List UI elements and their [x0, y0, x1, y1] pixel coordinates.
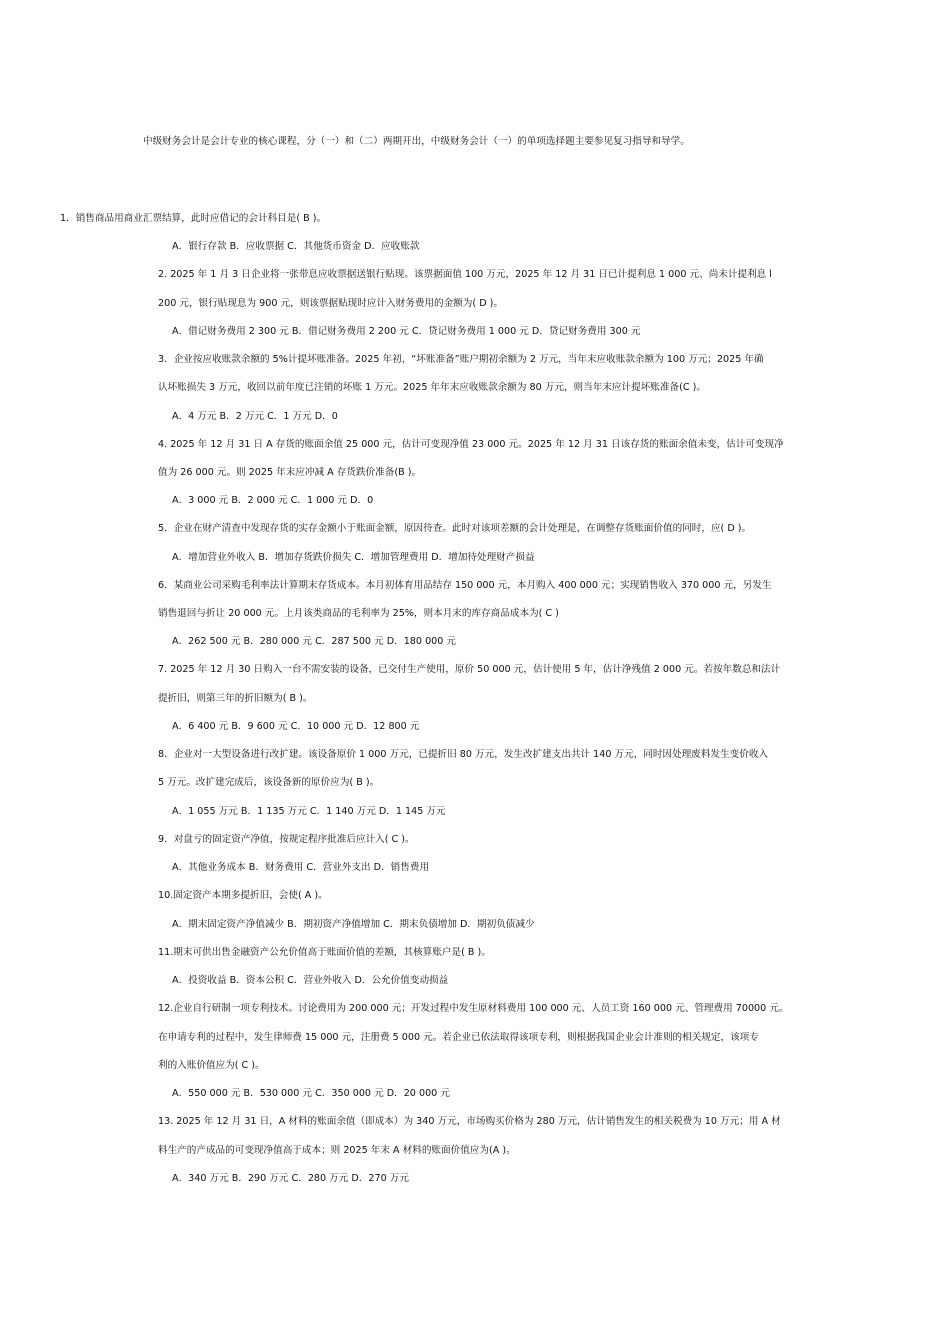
question-5-text: 5．企业在财产清查中发现存货的实存金额小于账面金额，原因待查。此时对该项差额的会计处理是，在调整存货账面价值的同时，应( D )。 [158, 523, 752, 534]
question-8-text-line-2: 5 万元。改扩建完成后，该设备新的原价应为( B )。 [158, 777, 380, 788]
question-7-text-line-1: 7. 2025 年 12 月 30 日购入一台不需安装的设备，已交付生产使用，原价 50 000 元，估计使用 5 年，估计净残值 2 000 元。若按年数总和法计 [158, 664, 781, 675]
question-12-text-line-2: 在申请专利的过程中，发生律师费 15 000 元，注册费 5 000 元。若企业已依法取得该项专利，则根据我国企业会计准则的相关规定，该项专 [158, 1032, 759, 1043]
question-12-text-line-1: 12.企业自行研制一项专利技术。讨论费用为 200 000 元；开发过程中发生原材料费用 100 000 元、人员工资 160 000 元、管理费用 70000 元。 [158, 1003, 789, 1014]
question-7-text-line-2: 提折旧，则第三年的折旧额为( B )。 [158, 693, 313, 704]
question-4-text-line-1: 4. 2025 年 12 月 31 日 A 存货的账面余值 25 000 元，估计可变现净值 23 000 元。2025 年 12 月 31 日该存货的账面余值未变，估计可变现净 [158, 439, 784, 450]
question-8-options: A．1 055 万元 B．1 135 万元 C．1 140 万元 D．1 145 万元 [172, 806, 446, 817]
question-1-text: 1．销售商品用商业汇票结算，此时应借记的会计科目是( B )。 [60, 213, 327, 224]
question-6-options: A．262 500 元 B．280 000 元 C．287 500 元 D．180 000 元 [172, 636, 457, 647]
question-4-options: A．3 000 元 B．2 000 元 C．1 000 元 D．0 [172, 495, 374, 506]
question-8-text-line-1: 8．企业对一大型设备进行改扩建。该设备原价 1 000 万元，已提折旧 80 万元，发生改扩建支出共计 140 万元，同时因处理废料发生变价收入 [158, 749, 769, 760]
question-3-text-line-2: 认坏账损失 3 万元，收回以前年度已注销的坏账 1 万元。2025 年年末应收账款余额为 80 万元，则当年末应计提坏账准备(C )。 [158, 382, 706, 393]
intro-paragraph: 中级财务会计是会计专业的核心课程，分（一）和（二）两期开出，中级财务会计（一）的单项选择题主要参见复习指导和导学。 [143, 136, 690, 147]
question-2-text-line-1: 2. 2025 年 1 月 3 日企业将一张带息应收票据送银行贴现。该票据面值 100 万元，2025 年 12 月 31 日已计提利息 1 000 元、尚未计提利息 l [158, 269, 772, 280]
question-2-options: A．借记财务费用 2 300 元 B．借记财务费用 2 200 元 C．贷记财务费用 1 000 元 D．贷记财务费用 300 元 [172, 326, 641, 337]
question-11-options: A．投资收益 B．资本公积 C．营业外收入 D．公允价值变动损益 [172, 975, 449, 986]
question-2-text-line-2: 200 元，银行贴现息为 900 元，则该票据贴现时应计入财务费用的金额为( D )。 [158, 298, 503, 309]
question-3-options: A．4 万元 B．2 万元 C．1 万元 D．0 [172, 411, 338, 422]
question-6-text-line-1: 6．某商业公司采购毛利率法计算期末存货成本。本月初体育用品结存 150 000 元，本月购入 400 000 元；实现销售收入 370 000 元，另发生 [158, 580, 772, 591]
question-12-options: A．550 000 元 B．530 000 元 C．350 000 元 D．20 000 元 [172, 1088, 450, 1099]
question-6-text-line-2: 销售退回与折让 20 000 元。上月该类商品的毛利率为 25%，则本月末的库存商品成本为( C ) [158, 608, 559, 619]
question-13-text-line-1: 13. 2025 年 12 月 31 日，A 材料的账面余值（即成本）为 340 万元，市场购买价格为 280 万元，估计销售发生的相关税费为 10 万元；用 A 材 [158, 1116, 781, 1127]
question-9-text: 9．对盘亏的固定资产净值，按规定程序批准后应计入( C )。 [158, 834, 415, 845]
question-10-options: A．期末固定资产净值减少 B．期初资产净值增加 C．期末负债增加 D．期初负债减少 [172, 919, 535, 930]
question-1-options: A．银行存款 B．应收票据 C．其他货币资金 D．应收账款 [172, 241, 420, 252]
question-10-text: 10.固定资产本期多提折旧，会使( A )。 [158, 890, 328, 901]
question-13-text-line-2: 料生产的产成品的可变现净值高于成本；则 2025 年末 A 材料的账面价值应为(A )。 [158, 1145, 516, 1156]
question-5-options: A．增加营业外收入 B．增加存货跌价损失 C．增加管理费用 D．增加待处理财产损益 [172, 552, 535, 563]
question-4-text-line-2: 值为 26 000 元。则 2025 年末应冲减 A 存货跌价准备(B )。 [158, 467, 422, 478]
question-13-options: A．340 万元 B．290 万元 C．280 万元 D．270 万元 [172, 1173, 409, 1184]
question-12-text-line-3: 利的入账价值应为( C )。 [158, 1060, 265, 1071]
question-9-options: A．其他业务成本 B．财务费用 C．营业外支出 D．销售费用 [172, 862, 430, 873]
question-7-options: A．6 400 元 B．9 600 元 C．10 000 元 D．12 800 元 [172, 721, 420, 732]
question-11-text: 11.期末可供出售金融资产公允价值高于账面价值的差额，其核算账户是( B )。 [158, 947, 491, 958]
question-3-text-line-1: 3．企业按应收账款余额的 5%计提坏账准备。2025 年初，“坏账准备”账户期初余额为 2 万元，当年末应收账款余额为 100 万元；2025 年确 [158, 354, 764, 365]
